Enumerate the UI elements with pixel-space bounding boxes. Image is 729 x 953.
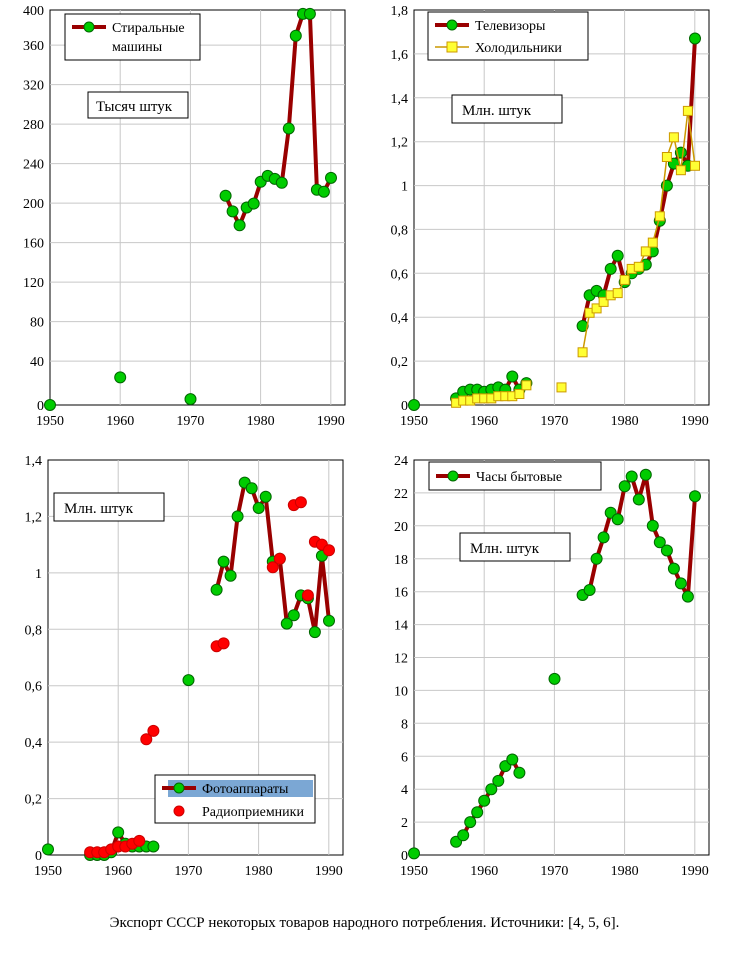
- svg-text:Млн. штук: Млн. штук: [64, 501, 134, 517]
- legend-label-tv: Телевизоры: [475, 19, 546, 34]
- legend-label-clocks: Часы бытовые: [476, 470, 563, 485]
- svg-text:4: 4: [401, 783, 408, 799]
- svg-text:1,2: 1,2: [24, 510, 42, 526]
- svg-text:1960: 1960: [104, 864, 133, 879]
- svg-text:400: 400: [23, 4, 44, 19]
- chart-washing-machines: [0, 0, 364, 448]
- legend-washing: [65, 14, 200, 60]
- svg-text:1970: 1970: [540, 864, 569, 879]
- x-axis-labels: [400, 864, 709, 879]
- svg-text:1970: 1970: [176, 414, 205, 429]
- svg-text:360: 360: [23, 39, 44, 55]
- svg-text:10: 10: [394, 684, 408, 700]
- chart-cameras-radios: [0, 450, 364, 898]
- svg-text:1,8: 1,8: [390, 4, 408, 19]
- unit-label-washing: [88, 92, 188, 118]
- y-axis-labels: [394, 454, 408, 864]
- svg-text:0,8: 0,8: [24, 623, 42, 639]
- svg-text:1990: 1990: [680, 864, 709, 879]
- svg-text:120: 120: [23, 276, 44, 292]
- svg-text:1950: 1950: [400, 864, 428, 879]
- svg-text:0,4: 0,4: [24, 736, 42, 752]
- svg-text:0,2: 0,2: [390, 355, 408, 370]
- svg-text:Млн. штук: Млн. штук: [462, 103, 532, 119]
- legend-label-washing-1: Стиральные: [112, 21, 185, 36]
- svg-text:14: 14: [394, 618, 408, 634]
- svg-text:1990: 1990: [680, 414, 709, 429]
- chart-clocks: [366, 450, 729, 898]
- svg-text:18: 18: [394, 552, 408, 568]
- legend-label-cameras: Фотоаппараты: [202, 782, 289, 797]
- x-axis-labels: [36, 414, 345, 429]
- y-axis-labels: [25, 454, 43, 864]
- svg-text:1950: 1950: [34, 864, 62, 879]
- unit-label-tv: [452, 95, 562, 123]
- svg-text:20: 20: [394, 519, 408, 535]
- svg-text:16: 16: [394, 585, 408, 601]
- legend-tv: [428, 12, 588, 60]
- svg-text:1950: 1950: [36, 414, 64, 429]
- svg-text:1980: 1980: [610, 414, 639, 429]
- tv-refrigerators-plot: [366, 0, 729, 448]
- svg-text:6: 6: [401, 750, 408, 766]
- svg-text:1: 1: [401, 179, 408, 195]
- svg-text:1990: 1990: [316, 414, 345, 429]
- svg-text:80: 80: [30, 315, 44, 331]
- x-axis-labels: [400, 414, 709, 429]
- svg-text:1970: 1970: [174, 864, 203, 879]
- svg-text:0,6: 0,6: [390, 267, 408, 283]
- figure-caption: Экспорт СССР некоторых товаров народного потребления. Источники: [4, 5, 6].: [109, 915, 620, 931]
- svg-text:1990: 1990: [314, 864, 343, 879]
- svg-text:200: 200: [23, 197, 44, 213]
- svg-text:1980: 1980: [610, 864, 639, 879]
- clocks-plot: [366, 450, 729, 898]
- svg-text:0,2: 0,2: [24, 792, 42, 808]
- svg-text:40: 40: [30, 355, 44, 370]
- svg-text:0,4: 0,4: [390, 311, 408, 327]
- svg-text:1,4: 1,4: [390, 91, 408, 107]
- svg-text:1950: 1950: [400, 414, 428, 429]
- svg-text:1980: 1980: [244, 864, 273, 879]
- svg-text:Млн. штук: Млн. штук: [470, 541, 540, 557]
- svg-text:0: 0: [401, 849, 408, 864]
- legend-label-washing-2: машины: [112, 40, 163, 55]
- plot-frame: [50, 10, 345, 405]
- svg-text:0: 0: [37, 399, 44, 414]
- svg-text:160: 160: [23, 236, 44, 252]
- legend-label-radios: Радиоприемники: [202, 805, 304, 820]
- svg-text:12: 12: [394, 651, 408, 667]
- svg-text:1970: 1970: [540, 414, 569, 429]
- chart-tv-refrigerators: [366, 0, 729, 448]
- svg-text:Тысяч штук: Тысяч штук: [96, 99, 173, 115]
- svg-text:2: 2: [401, 816, 408, 832]
- svg-text:22: 22: [394, 486, 408, 502]
- svg-text:8: 8: [401, 717, 408, 733]
- cameras-radios-plot: [0, 450, 364, 898]
- svg-text:1960: 1960: [470, 414, 499, 429]
- legend-label-refrigerators: Холодильники: [475, 41, 562, 56]
- unit-label-photo: [54, 493, 164, 521]
- plot-frame: [414, 10, 709, 405]
- svg-text:1960: 1960: [106, 414, 135, 429]
- svg-text:0,6: 0,6: [24, 679, 42, 695]
- svg-text:1: 1: [35, 566, 42, 582]
- legend-photo: [155, 775, 315, 823]
- svg-text:280: 280: [23, 118, 44, 134]
- svg-text:0,8: 0,8: [390, 223, 408, 239]
- svg-text:1,6: 1,6: [390, 47, 408, 63]
- svg-text:24: 24: [394, 454, 408, 469]
- y-axis-labels: [391, 4, 409, 414]
- svg-text:0: 0: [35, 849, 42, 864]
- svg-text:240: 240: [23, 157, 44, 173]
- y-axis-labels: [23, 4, 44, 414]
- legend-clocks: [429, 462, 601, 490]
- svg-text:0: 0: [401, 399, 408, 414]
- svg-text:1980: 1980: [246, 414, 275, 429]
- svg-text:1,2: 1,2: [390, 135, 408, 151]
- unit-label-clocks: [460, 533, 570, 561]
- svg-text:1,4: 1,4: [24, 454, 42, 469]
- svg-text:320: 320: [23, 78, 44, 94]
- washing-machines-plot: [0, 0, 364, 448]
- x-axis-labels: [34, 864, 343, 879]
- svg-text:1960: 1960: [470, 864, 499, 879]
